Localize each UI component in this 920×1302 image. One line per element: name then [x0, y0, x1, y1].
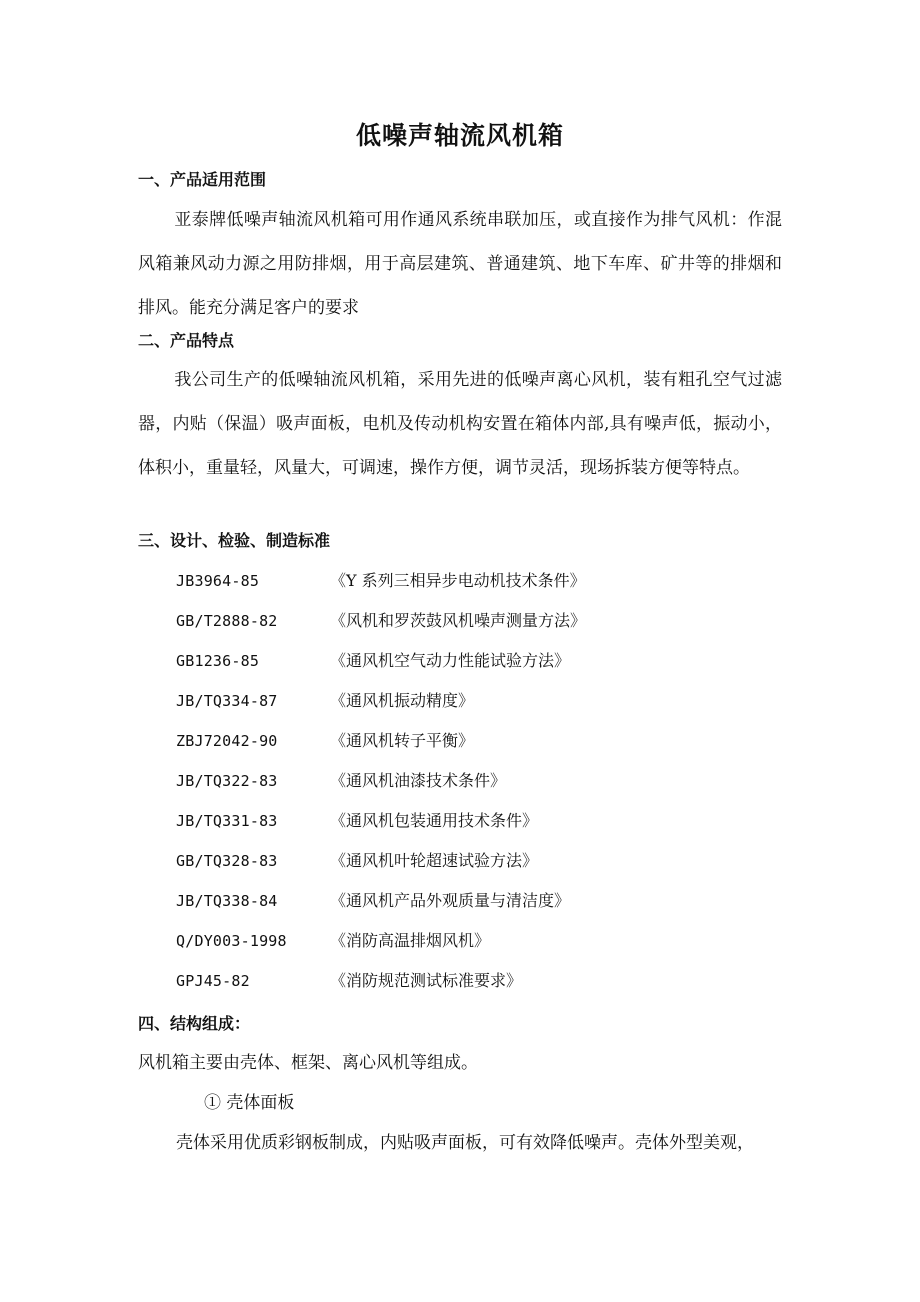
- standard-name: 《通风机振动精度》: [330, 691, 475, 710]
- standard-code: JB/TQ334-87: [176, 692, 278, 710]
- standard-name: 《通风机叶轮超速试验方法》: [330, 851, 539, 870]
- standard-name: 《通风机油漆技术条件》: [330, 771, 507, 790]
- standard-code: GB/TQ328-83: [176, 852, 278, 870]
- standard-row: [176, 768, 776, 794]
- standard-row: [176, 688, 776, 714]
- section-heading-features: 二、产品特点: [138, 331, 235, 350]
- standard-code: JB3964-85: [176, 572, 260, 590]
- standard-row: [176, 608, 776, 634]
- standard-code: GPJ45-82: [176, 972, 250, 990]
- standard-code: GB/T2888-82: [176, 612, 278, 630]
- standard-row: [176, 568, 776, 594]
- section-text-scope: [138, 198, 782, 330]
- structure-item-text: 壳体采用优质彩钢板制成，内贴吸声面板，可有效降低噪声。壳体外型美观，: [176, 1133, 754, 1153]
- standard-name: 《消防高温排烟风机》: [330, 931, 491, 950]
- document-title: 低噪声轴流风机箱: [355, 121, 564, 150]
- section-heading-standards: 三、设计、检验、制造标准: [138, 531, 331, 550]
- section-text-features: [138, 358, 782, 490]
- standard-row: [176, 888, 776, 914]
- standard-code: ZBJ72042-90: [176, 732, 278, 750]
- standard-name: 《通风机包装通用技术条件》: [330, 811, 539, 830]
- standard-row: [176, 928, 776, 954]
- standard-code: JB/TQ322-83: [176, 772, 278, 790]
- standard-code: JB/TQ338-84: [176, 892, 278, 910]
- standard-row: [176, 968, 776, 994]
- standard-name: 《风机和罗茨鼓风机噪声测量方法》: [330, 611, 587, 630]
- standard-name: 《Y 系列三相异步电动机技术条件》: [330, 571, 586, 590]
- standard-code: Q/DY003-1998: [176, 932, 287, 950]
- structure-intro: 风机箱主要由壳体、框架、离心风机等组成。: [138, 1053, 478, 1073]
- standard-name: 《通风机空气动力性能试验方法》: [330, 651, 571, 670]
- standard-name: 《消防规范测试标准要求》: [330, 971, 523, 990]
- standard-code: JB/TQ331-83: [176, 812, 278, 830]
- features-paragraph: 我公司生产的低噪轴流风机箱，采用先进的低噪声离心风机，装有粗孔空气过滤器，内贴（保温）吸声面板，电机及传动机构安置在箱体内部,具有噪声低，振动小，体积小，重量轻，风量大，可调速，操作方便，调节灵活，现场拆装方便等特点。: [138, 370, 782, 478]
- standard-name: 《通风机转子平衡》: [330, 731, 475, 750]
- scope-paragraph: 亚泰牌低噪声轴流风机箱可用作通风系统串联加压，或直接作为排气风机：作混风箱兼风动力源之用防排烟，用于高层建筑、普通建筑、地下车库、矿井等的排烟和排风。能充分满足客户的要求: [138, 210, 782, 318]
- section-heading-scope: 一、产品适用范围: [138, 170, 267, 189]
- structure-item-label: ① 壳体面板: [204, 1093, 295, 1113]
- standard-row: [176, 848, 776, 874]
- section-heading-structure: 四、结构组成：: [138, 1014, 251, 1033]
- standard-row: [176, 728, 776, 754]
- standard-row: [176, 808, 776, 834]
- standard-row: [176, 648, 776, 674]
- standard-code: GB1236-85: [176, 652, 260, 670]
- standard-name: 《通风机产品外观质量与清洁度》: [330, 891, 571, 910]
